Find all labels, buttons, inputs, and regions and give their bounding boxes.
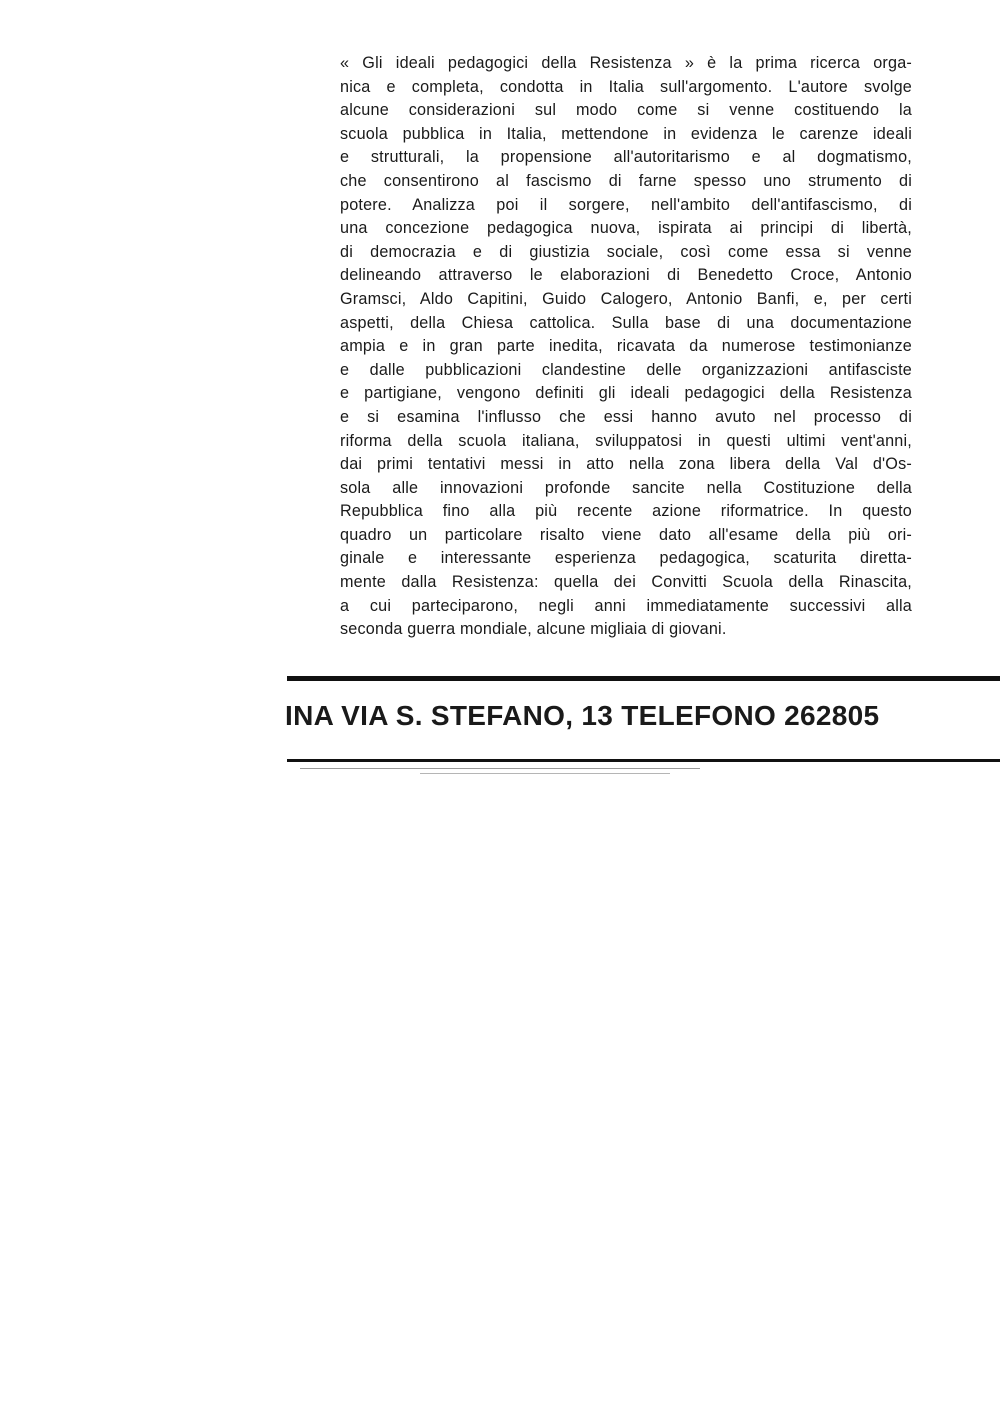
faint-rule-divider bbox=[300, 768, 700, 769]
description-paragraph bbox=[340, 52, 912, 642]
paragraph-line: di democrazia e di giustizia sociale, così come essa si venne bbox=[340, 242, 912, 261]
bottom-rule-divider bbox=[287, 759, 1000, 762]
paragraph-line: riforma della scuola italiana, sviluppatosi in questi ultimi vent'anni, bbox=[340, 431, 912, 450]
paragraph-line: seconda guerra mondiale, alcune migliaia di giovani. bbox=[340, 620, 727, 639]
paragraph-line: e dalle pubblicazioni clandestine delle organizzazioni antifasciste bbox=[340, 360, 912, 379]
paragraph-line: una concezione pedagogica nuova, ispirata ai principi di libertà, bbox=[340, 219, 912, 238]
paragraph-line: che consentirono al fascismo di farne spesso uno strumento di bbox=[340, 171, 912, 190]
publisher-address: INA VIA S. STEFANO, 13 TELEFONO 262805 bbox=[285, 700, 880, 731]
paragraph-line: potere. Analizza poi il sorgere, nell'ambito dell'antifascismo, di bbox=[340, 195, 912, 214]
paragraph-line: « Gli ideali pedagogici della Resistenza » è la prima ricerca orga- bbox=[340, 54, 912, 72]
paragraph-line: e partigiane, vengono definiti gli ideali pedagogici della Resistenza bbox=[340, 384, 912, 403]
paragraph-line: delineando attraverso le elaborazioni di Benedetto Croce, Antonio bbox=[340, 266, 912, 285]
paragraph-line: Repubblica fino alla più recente azione riformatrice. In questo bbox=[340, 502, 912, 521]
paragraph-line: ginale e interessante esperienza pedagogica, scaturita diretta- bbox=[340, 549, 912, 568]
paragraph-line: Gramsci, Aldo Capitini, Guido Calogero, Antonio Banfi, e, per certi bbox=[340, 289, 912, 308]
paragraph-line: nica e completa, condotta in Italia sull'argomento. L'autore svolge bbox=[340, 77, 912, 96]
paragraph-line: sola alle innovazioni profonde sancite nella Costituzione della bbox=[340, 478, 912, 497]
paragraph-line: ampia e in gran parte inedita, ricavata da numerose testimonianze bbox=[340, 337, 912, 356]
paragraph-line: e strutturali, la propensione all'autoritarismo e al dogmatismo, bbox=[340, 148, 912, 167]
paragraph-line: scuola pubblica in Italia, mettendone in evidenza le carenze ideali bbox=[340, 124, 912, 143]
paragraph-line: aspetti, della Chiesa cattolica. Sulla base di una documentazione bbox=[340, 313, 912, 332]
paragraph-line: quadro un particolare risalto viene dato all'esame della più ori- bbox=[340, 525, 912, 544]
paragraph-line: mente dalla Resistenza: quella dei Convitti Scuola della Rinascita, bbox=[340, 573, 912, 592]
paragraph-line: dai primi tentativi messi in atto nella zona libera della Val d'Os- bbox=[340, 455, 912, 474]
top-rule-divider bbox=[287, 676, 1000, 681]
paragraph-line: alcune considerazioni sul modo come si venne costituendo la bbox=[340, 101, 912, 120]
paragraph-line: e si esamina l'influsso che essi hanno avuto nel processo di bbox=[340, 407, 912, 426]
paragraph-line: a cui parteciparono, negli anni immediatamente successivi alla bbox=[340, 596, 912, 615]
faint-rule-divider bbox=[420, 773, 670, 774]
